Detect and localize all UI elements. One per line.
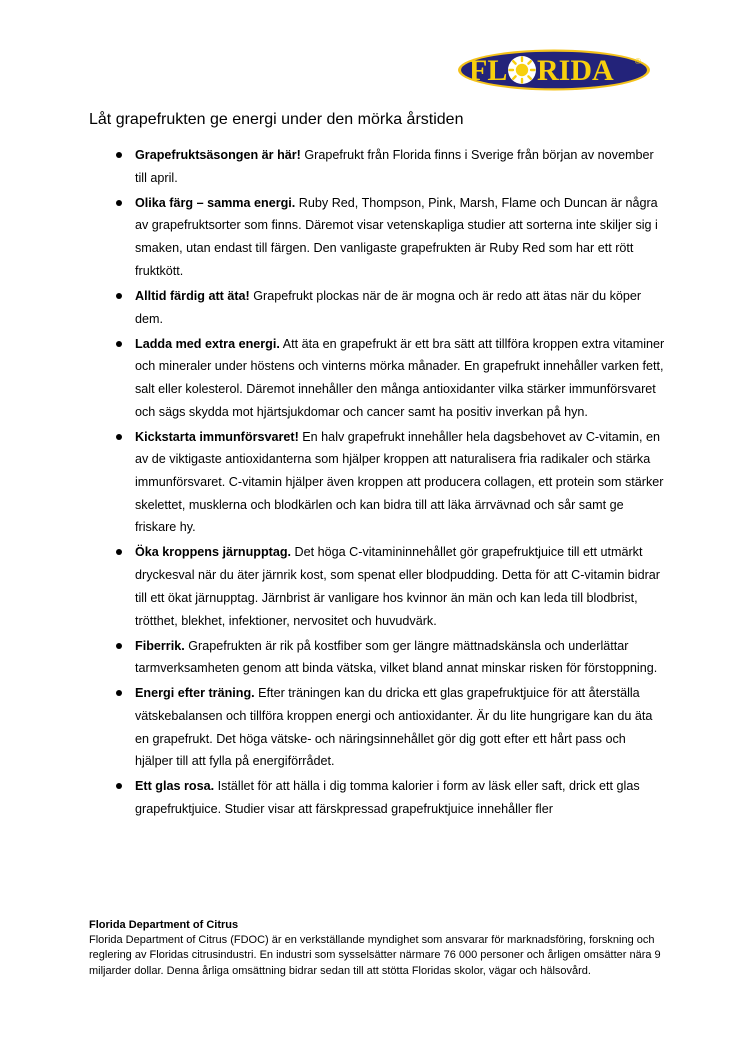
bullet-text: Efter träningen kan du dricka ett glas grapefruktjuice för att återställa vätskebalansen och tillföra kroppen energi och antioxidanter. Är du lite hungrigare kan du äta en grapefrukt. Det höga vätske- och näringsinnehållet gör dig gott efter ett hårt pass och hjälper till att fylla på energiförrådet. [135, 686, 653, 769]
bullet-text: Istället för att hälla i dig tomma kalorier i form av läsk eller saft, drick ett glas grapefruktjuice. Studier visar att färskpressad grapefruktjuice innehåller fler [135, 779, 640, 817]
logo-text-left: FL [469, 54, 508, 87]
list-item [115, 635, 665, 680]
list-item [115, 541, 665, 632]
list-item [115, 333, 665, 424]
bullet-text: Det höga C-vitamininnehållet gör grapefruktjuice till ett utmärkt dryckesval när du äter järnrik kost, som spenat eller blodpudding. Detta för att C-vitamin bidrar till ett ökat järnupptag. Järnbrist är vanligare hos kvinnor än män och kan leda till blodbrist, trötthet, blekhet, infektioner, nervositet och huvudvärk. [135, 545, 660, 628]
bullet-text: Grapefrukt plockas när de är mogna och är redo att ätas när du köper dem. [135, 288, 642, 326]
list-item [115, 285, 665, 330]
bullet-lead: Kickstarta immunförsvaret! [135, 429, 299, 444]
list-item [115, 192, 665, 283]
bullet-lead: Ladda med extra energi. [135, 336, 280, 351]
sun-icon [508, 56, 536, 84]
list-item [115, 682, 665, 773]
page-title: Låt grapefrukten ge energi under den mörka årstiden [89, 111, 464, 128]
footer-text: Florida Department of Citrus (FDOC) är en verkställande myndighet som ansvarar för marknadsföring, forskning och reglering av Floridas citrusindustri. En industri som sysselsätter närmare 76 000 personer och årligen omsätter nära 9 miljarder dollar. Denna årliga omsättning bidrar sedan till att stötta Floridas skolor, vägar och hälsovård. [89, 934, 661, 977]
bullet-lead: Energi efter träning. [135, 686, 255, 701]
bullet-lead: Fiberrik. [135, 638, 185, 653]
bullet-text: Ruby Red, Thompson, Pink, Marsh, Flame och Duncan är några av grapefruktsorter som finns. Däremot visar vetenskapliga studier att sorterna inte skiljer sig i smaken, utan endast till färgen. Den vanligaste grapefrukten är Ruby Red som har ett rött fruktkött. [135, 195, 658, 278]
footer [89, 918, 669, 979]
bullet-lead: Alltid färdig att äta! [135, 288, 250, 303]
list-item [115, 144, 665, 189]
bullet-list [115, 144, 665, 823]
logo-text-right: RIDA [537, 54, 614, 87]
bullet-text: Grapefrukt från Florida finns i Sverige från början av november till april. [135, 148, 654, 185]
registered-mark: ® [635, 57, 641, 66]
bullet-text: Grapefrukten är rik på kostfiber som ger längre mättnadskänsla och underlättar tarmverksamheten genom att binda vätska, vilket bland annat minskar risken för förstoppning. [135, 638, 658, 676]
bullet-text: Att äta en grapefrukt är ett bra sätt att tillföra kroppen extra vitaminer och mineraler under höstens och vinterns mörka månader. En grapefrukt innehåller varken fett, salt eller kolesterol. Däremot innehåller den många antioxidanter vilka stärker immunförsvaret och sägs skydda mot hjärtsjukdomar och cancer samt ha positiv inverkan på hyn. [135, 336, 665, 419]
bullet-text: En halv grapefrukt innehåller hela dagsbehovet av C-vitamin, en av de viktigaste antioxidanterna som hjälper kroppen att naturalisera fria radikaler och stärka immunförsvaret. C-vitamin hjälper även kroppen att producera collagen, ett protein som stärker skelettet, musklerna och blodkärlen och kan bidra till att läka ärrvävnad och sår samt ge friskare hy. [135, 429, 664, 535]
footer-title: Florida Department of Citrus [89, 919, 239, 931]
florida-logo [456, 48, 656, 92]
bullet-lead: Öka kroppens järnupptag. [135, 545, 292, 560]
list-item [115, 775, 665, 820]
bullet-lead: Grapefruktsäsongen är här! [135, 148, 301, 162]
list-item [115, 426, 665, 540]
bullet-lead: Olika färg – samma energi. [135, 195, 296, 210]
bullet-lead: Ett glas rosa. [135, 779, 215, 794]
